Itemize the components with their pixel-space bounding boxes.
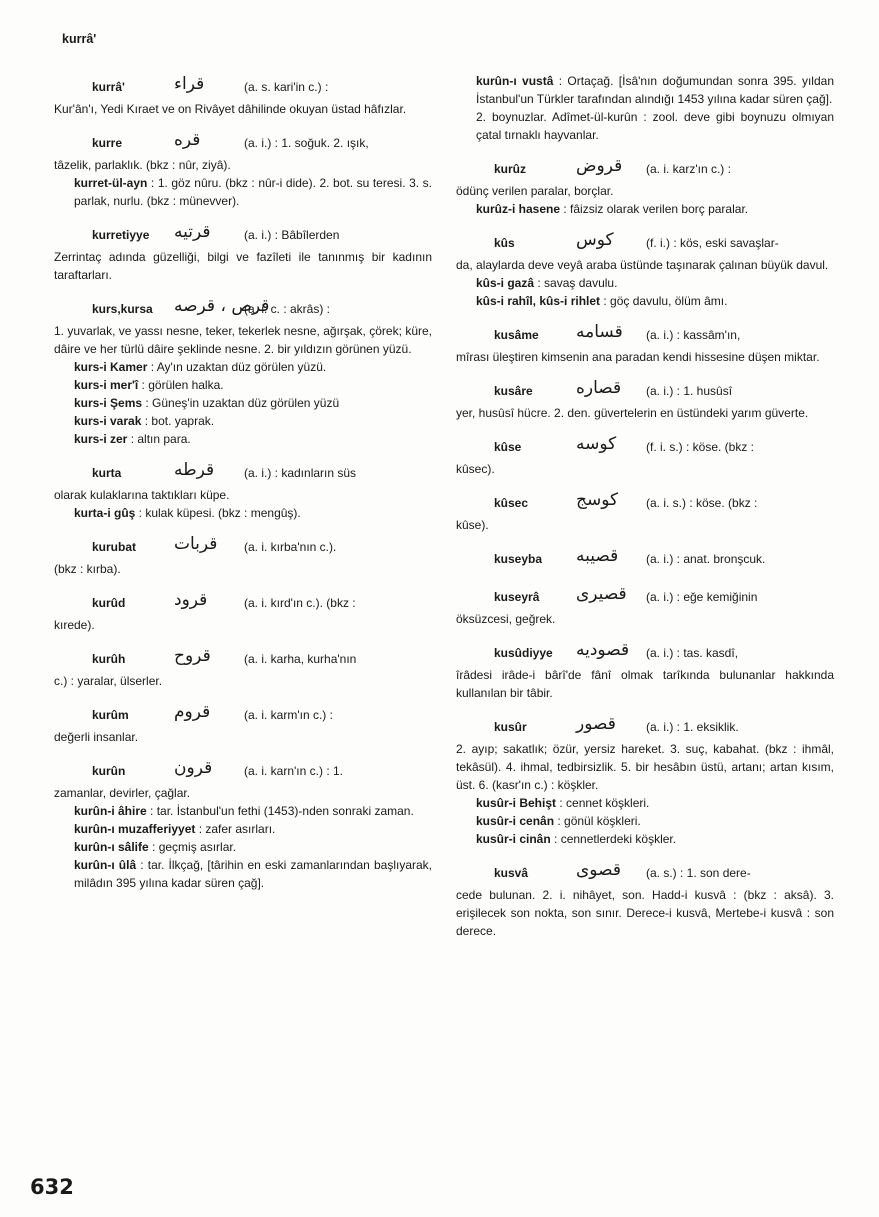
headword-line xyxy=(54,588,432,616)
headword-definition: (a. i. karha, kurha'nın xyxy=(244,652,357,666)
sub-entry xyxy=(74,820,432,838)
sub-headword: kurta-i gûş xyxy=(74,506,136,520)
headword-definition: (f. i.) : kös, eski savaşlar- xyxy=(646,236,779,250)
definition-text: 2. ayıp; sakatlık; özür, yersiz hareket. 3. suç, kabahat. (bkz : ihmâl, tekâsül). 4. ihmal, tedbirsizlik. 5. bir hesâbın üstü, artanı; artan kısım, üst. 6. (kasr'ın c.) : köşkler. xyxy=(456,742,834,792)
sub-entry xyxy=(476,72,834,108)
sub-entry xyxy=(74,376,432,394)
headword-definition: (a. i. s.) : köse. (bkz : xyxy=(646,496,758,510)
definition-text: kûse). xyxy=(456,518,489,532)
headword-definition: (a. i.) : kassâm'ın, xyxy=(646,328,741,342)
headword-line xyxy=(456,544,834,572)
definition-text: olarak kulaklarına taktıkları küpe. xyxy=(54,488,230,502)
headword: kurrâ' xyxy=(92,80,125,94)
headword-line xyxy=(456,154,834,182)
headword-line xyxy=(456,638,834,666)
sub-headword: kûs-i rahîl, kûs-i rihlet xyxy=(476,294,601,308)
headword-definition: (a. i.) : anat. bronşcuk. xyxy=(646,552,766,566)
arabic-script: قصاره xyxy=(576,378,622,398)
headword: kurûn xyxy=(92,764,126,778)
sub-entry xyxy=(74,358,432,376)
headword-line xyxy=(54,458,432,486)
dictionary-entry xyxy=(456,858,834,940)
dictionary-entry xyxy=(54,700,432,746)
headword: kurre xyxy=(92,136,123,150)
sub-headword: kurûz-i hasene xyxy=(476,202,561,216)
definition-text: cede bulunan. 2. i. nihâyet, son. Hadd-i kusvâ : (bkz : aksâ). 3. erişilecek son nokta, son sınır. Derece-i kusvâ, Mertebe-i kusvâ : son derece. xyxy=(456,888,834,938)
arabic-script: قسامه xyxy=(576,322,623,342)
headword-line xyxy=(456,432,834,460)
headword: kuseyba xyxy=(494,552,543,566)
headword-definition: (a. i. kırba'nın c.). xyxy=(244,540,337,554)
headword-line xyxy=(456,582,834,610)
left-column xyxy=(54,72,432,902)
sub-entry xyxy=(74,504,432,522)
headword-line xyxy=(54,532,432,560)
sub-headword: kurret-ül-ayn xyxy=(74,176,148,190)
sub-definition: : göç davulu, ölüm âmı. xyxy=(600,294,728,308)
dictionary-entry xyxy=(456,488,834,534)
headword: kurûh xyxy=(92,652,126,666)
dictionary-entry xyxy=(456,544,834,572)
headword-definition: (a. s.) : 1. son dere- xyxy=(646,866,751,880)
dictionary-entry xyxy=(456,712,834,848)
arabic-script: قصوى xyxy=(576,860,621,880)
arabic-script: قرتيه xyxy=(174,222,211,242)
definition-text: kırede). xyxy=(54,618,95,632)
sub-definition: : görülen halka. xyxy=(138,378,224,392)
arabic-script: قروم xyxy=(174,702,211,722)
arabic-script: قرطه xyxy=(174,460,215,480)
sub-headword: kurs-i Kamer xyxy=(74,360,148,374)
dictionary-entry xyxy=(54,458,432,522)
headword-definition: (a. i.) : eğe kemiğinin xyxy=(646,590,758,604)
arabic-script: قربات xyxy=(174,534,218,554)
sub-entry xyxy=(476,200,834,218)
sub-definition: 2. boynuzlar. Adîmet-ül-kurûn : zool. deve gibi boynuzu olmıyan çatal tırnaklı hayvanlar. xyxy=(476,110,834,142)
dictionary-entry xyxy=(54,756,432,892)
dictionary-entry xyxy=(54,220,432,284)
headword-definition: (a. i. karn'ın c.) : 1. xyxy=(244,764,343,778)
dictionary-entry xyxy=(456,582,834,628)
sub-headword: kûs-i gazâ xyxy=(476,276,535,290)
headword-definition: (a. s. kari'in c.) : xyxy=(244,80,329,94)
sub-entry xyxy=(476,812,834,830)
headword-definition: (a. i.) : 1. soğuk. 2. ışık, xyxy=(244,136,369,150)
dictionary-entry xyxy=(456,228,834,310)
sub-entry xyxy=(476,274,834,292)
headword-definition: (a. i. karm'ın c.) : xyxy=(244,708,333,722)
headword-definition: (a. i. c. : akrâs) : xyxy=(244,302,331,316)
definition-text: ödünç verilen paralar, borçlar. xyxy=(456,184,614,198)
sub-entry xyxy=(74,394,432,412)
dictionary-entry xyxy=(54,644,432,690)
headword-line xyxy=(54,128,432,156)
dictionary-entry xyxy=(54,128,432,210)
arabic-script: كوس xyxy=(576,230,614,250)
arabic-script: قره xyxy=(174,130,201,150)
arabic-script: كوسج xyxy=(576,490,619,510)
headword: kurûm xyxy=(92,708,129,722)
sub-definition: : Ortaçağ. [İsâ'nın doğumundan sonra 395. yıldan İstanbul'un Türkler tarafından alındığı 1453 yılına kadar süren çağ]. xyxy=(476,74,834,106)
dictionary-entry xyxy=(456,432,834,478)
running-head: kurrâ' xyxy=(62,32,97,46)
definition-text: kûsec). xyxy=(456,462,495,476)
arabic-script: قروح xyxy=(174,646,211,666)
sub-entry xyxy=(74,802,432,820)
arabic-script: قرود xyxy=(174,590,208,610)
sub-headword: kusûr-i cinân xyxy=(476,832,551,846)
definition-text: c.) : yaralar, ülserler. xyxy=(54,674,163,688)
headword-line xyxy=(456,320,834,348)
headword-line xyxy=(54,644,432,672)
sub-definition: : geçmiş asırlar. xyxy=(148,840,237,854)
headword-line xyxy=(54,700,432,728)
sub-entry xyxy=(74,856,432,892)
sub-headword: kurs-i mer'î xyxy=(74,378,139,392)
headword-definition: (f. i. s.) : köse. (bkz : xyxy=(646,440,755,454)
headword-line xyxy=(54,294,432,322)
definition-text: mîrası üleştiren kimsenin ana paradan kendi hissesine düşen miktar. xyxy=(456,350,820,364)
headword: kusâre xyxy=(494,384,533,398)
sub-definition: : altın para. xyxy=(127,432,191,446)
definition-text: tâzelik, parlaklık. (bkz : nûr, ziyâ). xyxy=(54,158,231,172)
sub-entry xyxy=(476,794,834,812)
sub-entry xyxy=(476,830,834,848)
arabic-script: قرص ، قرصه xyxy=(174,296,270,316)
headword: kûse xyxy=(494,440,522,454)
headword: kurretiyye xyxy=(92,228,150,242)
arabic-script: قراء xyxy=(174,74,205,94)
sub-definition: : bot. yaprak. xyxy=(141,414,215,428)
sub-headword: kurûn-ı muzafferiyyet xyxy=(74,822,196,836)
arabic-script: قصيبه xyxy=(576,546,619,566)
sub-definition: : tar. İstanbul'un fethi (1453)-nden sonraki zaman. xyxy=(146,804,414,818)
sub-headword: kurûn-ı ûlâ xyxy=(74,858,137,872)
headword-line xyxy=(456,858,834,886)
headword-definition: (a. i. kırd'ın c.). (bkz : xyxy=(244,596,356,610)
sub-entry xyxy=(74,430,432,448)
headword-line xyxy=(456,712,834,740)
sub-definition: : kulak küpesi. (bkz : mengûş). xyxy=(135,506,301,520)
headword-line xyxy=(456,376,834,404)
dictionary-entry xyxy=(54,72,432,118)
dictionary-entry xyxy=(456,638,834,702)
headword: kûsec xyxy=(494,496,529,510)
arabic-script: كوسه xyxy=(576,434,617,454)
headword-definition: (a. i.) : tas. kasdî, xyxy=(646,646,739,660)
sub-entry xyxy=(74,838,432,856)
definition-text: Zerrintaç adında güzelliği, bilgi ve fazîleti ile tanınmış bir kadının taraftarları. xyxy=(54,250,432,282)
arabic-script: قصوديه xyxy=(576,640,630,660)
sub-entry xyxy=(476,292,834,310)
definition-text: yer, husûsî hücre. 2. den. güvertelerin en üstündeki yarım güverte. xyxy=(456,406,809,420)
sub-entry xyxy=(74,174,432,210)
sub-definition: : gönül köşkleri. xyxy=(554,814,641,828)
definition-text: (bkz : kırba). xyxy=(54,562,121,576)
sub-headword: kusûr-i Behişt xyxy=(476,796,557,810)
headword-definition: (a. i.) : Bâbîlerden xyxy=(244,228,340,242)
definition-text: zamanlar, devirler, çağlar. xyxy=(54,786,191,800)
sub-definition: : cennet köşkleri. xyxy=(556,796,650,810)
headword-line xyxy=(54,72,432,100)
definition-text: öksüzcesi, geğrek. xyxy=(456,612,556,626)
sub-headword: kurûn-i âhire xyxy=(74,804,147,818)
headword: kurûz xyxy=(494,162,527,176)
headword-definition: (a. i. karz'ın c.) : xyxy=(646,162,731,176)
dictionary-entry xyxy=(456,154,834,218)
sub-definition: : 1. göz nûru. (bkz : nûr-i dide). 2. bot. su teresi. 3. s. parlak, nurlu. (bkz : münevver). xyxy=(74,176,432,208)
arabic-script: قصور xyxy=(576,714,616,734)
headword: kusûdiyye xyxy=(494,646,553,660)
sub-headword: kurs-i zer xyxy=(74,432,128,446)
sub-definition: : Güneş'in uzaktan düz görülen yüzü xyxy=(142,396,340,410)
sub-definition: : fâizsiz olarak verilen borç paralar. xyxy=(560,202,749,216)
sub-definition: : tar. İlkçağ, [târihin en eski zamanlarından başlıyarak, milâdın 395 yılına kadar süren çağ]. xyxy=(74,858,432,890)
dictionary-entry xyxy=(456,72,834,144)
headword-line xyxy=(54,756,432,784)
sub-headword: kurs-i Şems xyxy=(74,396,143,410)
definition-text: Kur'ân'ı, Yedi Kıraet ve on Rivâyet dâhilinde okuyan üstad hâfızlar. xyxy=(54,102,407,116)
sub-definition: : savaş davulu. xyxy=(534,276,618,290)
sub-definition: : Ay'ın uzaktan düz görülen yüzü. xyxy=(147,360,327,374)
sub-entry xyxy=(476,108,834,144)
sub-headword: kurûn-ı vustâ xyxy=(476,74,554,88)
right-column xyxy=(456,72,834,950)
dictionary-entry xyxy=(456,376,834,422)
headword: kusûr xyxy=(494,720,527,734)
headword-line xyxy=(456,488,834,516)
dictionary-entry xyxy=(54,294,432,448)
dictionary-entry xyxy=(54,588,432,634)
sub-entry xyxy=(74,412,432,430)
arabic-script: قصيرى xyxy=(576,584,627,604)
headword: kuseyrâ xyxy=(494,590,540,604)
headword: kurta xyxy=(92,466,122,480)
headword: kusâme xyxy=(494,328,539,342)
headword-line xyxy=(54,220,432,248)
arabic-script: قرون xyxy=(174,758,213,778)
headword: kusvâ xyxy=(494,866,529,880)
dictionary-entry xyxy=(456,320,834,366)
headword: kûs xyxy=(494,236,515,250)
sub-definition: : zafer asırları. xyxy=(195,822,276,836)
sub-headword: kusûr-i cenân xyxy=(476,814,555,828)
sub-headword: kurs-i varak xyxy=(74,414,142,428)
headword-definition: (a. i.) : kadınların süs xyxy=(244,466,357,480)
headword: kurubat xyxy=(92,540,137,554)
sub-headword: kurûn-ı sâlife xyxy=(74,840,149,854)
headword: kurs,kursa xyxy=(92,302,153,316)
definition-text: da, alaylarda deve veyâ araba üstünde taşınarak çalınan büyük davul. xyxy=(456,258,829,272)
definition-text: 1. yuvarlak, ve yassı nesne, teker, tekerlek nesne, ağırşak, çörek; küre, dâire ve her türlü dâire şeklinde nesne. 2. bir yıldızın görünen yüzü. xyxy=(54,324,432,356)
headword: kurûd xyxy=(92,596,126,610)
headword-line xyxy=(456,228,834,256)
headword-definition: (a. i.) : 1. eksiklik. xyxy=(646,720,739,734)
page-number: 632 xyxy=(30,1175,74,1199)
definition-text: îrâdesi irâde-i bârî'de fânî olmak tarîkında bulunanlar hakkında kullanılan bir tâbir. xyxy=(456,668,834,700)
arabic-script: قروض xyxy=(576,156,623,176)
definition-text: değerli insanlar. xyxy=(54,730,139,744)
sub-definition: : cennetlerdeki köşkler. xyxy=(550,832,677,846)
dictionary-entry xyxy=(54,532,432,578)
headword-definition: (a. i.) : 1. husûsî xyxy=(646,384,733,398)
